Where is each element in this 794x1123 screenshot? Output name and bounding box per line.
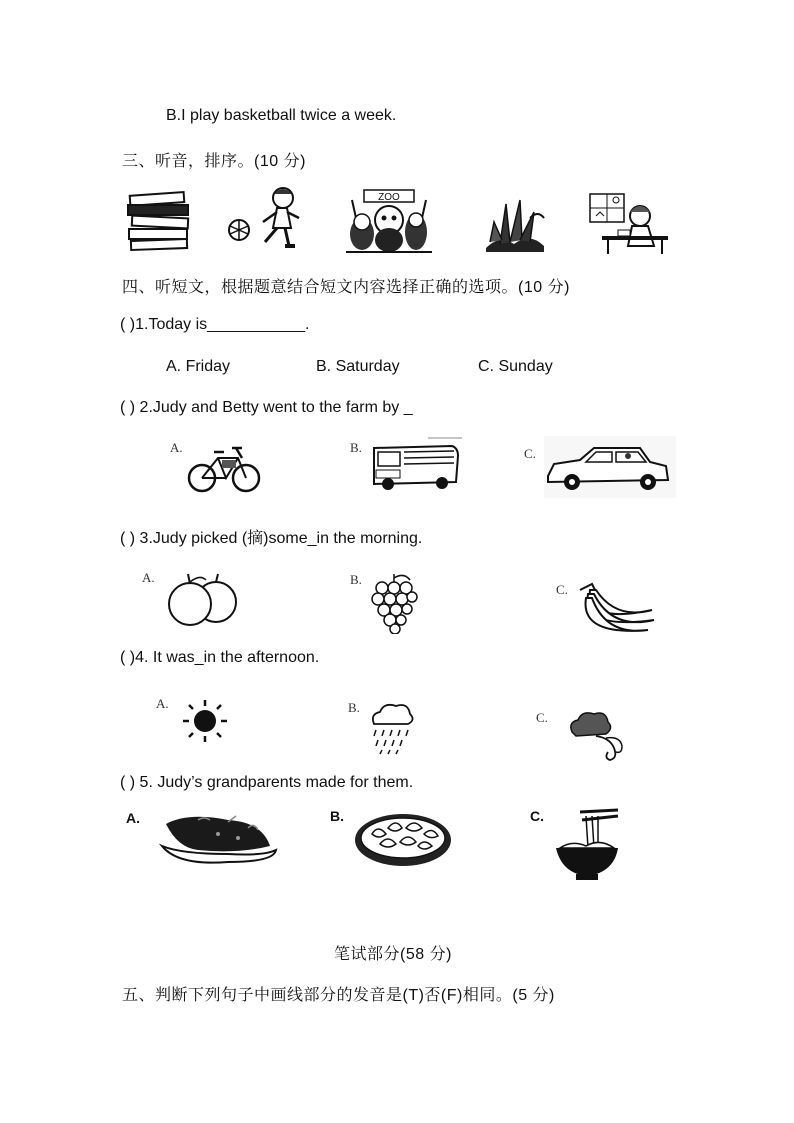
question-2: ( ) 2.Judy and Betty went to the farm by _ bbox=[120, 399, 413, 416]
question-3: ( ) 3.Judy picked (摘)some_in the morning. bbox=[120, 530, 423, 547]
q5-label-c: C. bbox=[530, 808, 544, 824]
fried-dish-icon bbox=[158, 810, 280, 868]
question-1-option-a: A. Friday bbox=[166, 358, 231, 375]
question-5: ( ) 5. Judy’s grandparents made for them. bbox=[120, 774, 414, 791]
previous-answer-b: B.I play basketball twice a week. bbox=[166, 107, 397, 124]
question-1-option-b: B. Saturday bbox=[316, 358, 400, 375]
question-1-option-c: C. Sunday bbox=[478, 358, 553, 375]
books-icon bbox=[126, 190, 194, 252]
sun-icon bbox=[180, 698, 230, 744]
q5-label-a: A. bbox=[126, 810, 140, 826]
zoo-sign-text: ZOO bbox=[378, 192, 400, 203]
q2-label-a: A. bbox=[170, 440, 183, 455]
bus-icon bbox=[368, 436, 464, 494]
dumplings-icon bbox=[352, 808, 454, 868]
q2-label-b: B. bbox=[350, 440, 362, 455]
q4-label-a: A. bbox=[156, 696, 169, 711]
rain-cloud-icon bbox=[368, 702, 416, 756]
boy-at-desk-icon bbox=[588, 190, 670, 256]
written-part-title: 笔试部分(58 分) bbox=[334, 946, 452, 963]
q3-label-a: A. bbox=[142, 570, 155, 585]
bike-icon bbox=[186, 438, 262, 496]
grapes-icon bbox=[370, 572, 418, 634]
zoo-animals-icon bbox=[342, 188, 436, 254]
q4-label-c: C. bbox=[536, 710, 548, 725]
question-4: ( )4. It was_in the afternoon. bbox=[120, 649, 320, 666]
noodles-icon bbox=[552, 808, 622, 882]
q5-label-b: B. bbox=[330, 808, 344, 824]
bananas-icon bbox=[576, 580, 656, 634]
plants-icon bbox=[480, 194, 548, 254]
windy-cloud-icon bbox=[566, 708, 628, 766]
q2-label-c: C. bbox=[524, 446, 536, 461]
section-5-title: 五、判断下列句子中画线部分的发音是(T)否(F)相同。(5 分) bbox=[122, 987, 555, 1004]
apples-icon bbox=[166, 572, 242, 628]
q3-label-c: C. bbox=[556, 582, 568, 597]
section-3-title: 三、听音，排序。(10 分) bbox=[122, 153, 306, 170]
boy-playing-football-icon bbox=[225, 184, 307, 252]
car-icon bbox=[544, 436, 676, 498]
section-4-title: 四、听短文，根据题意结合短文内容选择正确的选项。(10 分) bbox=[122, 279, 570, 296]
question-1: ( )1.Today is___________. bbox=[120, 316, 310, 333]
q3-label-b: B. bbox=[350, 572, 362, 587]
q4-label-b: B. bbox=[348, 700, 360, 715]
